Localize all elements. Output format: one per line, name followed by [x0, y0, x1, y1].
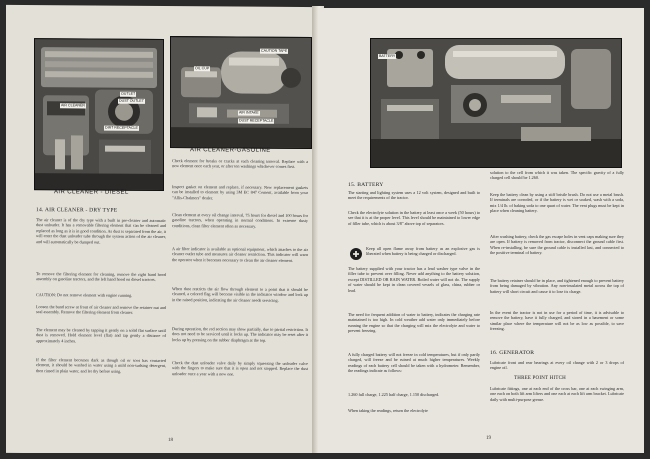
paragraph: The element may be cleaned by tapping it gently on a solid flat surface until dust is removed. Hold element level (flat) and tap gently a distance of approximately 4 inches. — [36, 327, 166, 344]
paragraph: After washing battery, check the gas escape holes in vent caps making sure they are open. If battery is removed from tractor, disconnect the ground cable first. When re-installing, be sure the ground cable is installed last, and connected to the positive terminal of battery. — [490, 234, 624, 256]
paragraph: Lubricate fittings, one at each end of the cross bar, one at each swinging arm, one each on both lift arm lifters and one each at each lift arm bracket. Lubricate daily with multi-purpose grease. — [490, 386, 624, 402]
paragraph: When taking the readings, return the electrolyte — [348, 408, 428, 413]
paragraph: To remove the filtering element for cleaning, remove the right hand hood assembly on gasoline tractors, and the left hand hood on diesel tractors. — [36, 271, 166, 283]
hydrometer-readings: 1.260 full charge, 1.225 half charge, 1.150 discharged. — [348, 392, 440, 397]
callout-battery: BATTERY — [379, 54, 396, 58]
gasoline-engine-illustration — [171, 37, 311, 148]
callout-dust-outlet: DUST OUTLET — [119, 98, 144, 103]
paragraph: During operation, the red section may show partially, due to partial restriction. It does not need to be serviced until it locks up. The indicator may be reset after it locks up by pressing on the rubber diaphragm at the top. — [172, 326, 308, 343]
paragraph: Inspect gasket on element and replace, if necessary. New replacement gaskets can be installed to element by using 3M EC 847 Cement, available from your "Allis-Chalmers" dealer. — [172, 184, 308, 201]
paragraph: Keep the battery clean by using a stiff bristle brush. Do not use a metal brush. If terminals are corroded, or if the battery is wet or soaked, wash with a soda, mix 1/4 lb. of baking soda to one quart of water. The vent plugs must be kept in place when cleaning battery. — [490, 192, 624, 214]
warning-paragraph: Keep all open flame away from battery as an explosive gas is liberated when battery is being charged or discharged. — [366, 246, 480, 257]
page-number: 19 — [486, 436, 491, 441]
section-heading-three-point-hitch: THREE POINT HITCH — [514, 376, 566, 381]
diesel-engine-photo — [34, 38, 164, 191]
paragraph: The starting and lighting system uses a 12 volt system, designed and built to meet the requirements of the tractor. — [348, 190, 480, 201]
paragraph: The battery supplied with your tractor has a lead washer type valve in the filler tube to prevent over filling. Never add anything to the battery solution, except DISTILLED OR RAIN WATER. Boiled water will not do. The supply of water should be kept in clean covered vessels of glass, china, rubber or lead. — [348, 266, 480, 293]
paragraph: Check the electrolyte solution in the battery at least once a week (50 hours) to see that it is at the proper level. This level should be maintained to lower edge of filler tube, which is about 3/8" above top of separators. — [348, 210, 480, 226]
callout-dust-receptacle: DUST RECEPTACLE — [239, 118, 274, 123]
section-heading-generator: 16. GENERATOR — [490, 350, 535, 356]
paragraph: A fully charged battery will not freeze in cold temperatures, but if only partly charged, will freeze and be ruined at much higher temperatures. Weekly readings of each battery cell should be taken with a hydrometer. Remember, the readings indicate as follows: — [348, 352, 480, 374]
callout-dirt-receptacle: DIRT RECEPTACLE — [105, 125, 138, 130]
callout-air-intake: AIR INTAKE — [239, 110, 259, 115]
paragraph: Clean element at every oil change interval, 75 hours for diesel and 100 hours for gasoline tractors, when operating in normal conditions. In extreme dusty conditions, clean filter element often as necessary. — [172, 212, 308, 229]
warning-cross-icon — [350, 248, 362, 260]
figure-caption-diesel: AIR CLEANER - DIESEL — [54, 189, 129, 196]
paragraph: Check the dust unloader valve daily by simply squeezing the unloader valve with the fingers to make sure that it is open and not stopped. Replace the dust unloader once a year with a new one. — [172, 360, 308, 377]
paragraph: The battery retainer should be in place, and tightened enough to prevent battery from being damaged by vibration. Any non-insulated metal across the top of battery will short circuit and cause it to lose its charge. — [490, 278, 624, 294]
paragraph: solution to the cell from which it was taken. The specific gravity of a fully charged cell should be 1.260. — [490, 170, 624, 181]
paragraph: The air cleaner is of the dry type with a built in pre-cleaner and automatic dust unloader. It has a removable filtering element that can be cleaned and replaced as long as it is in good condition. As dust is separated from the air, it will enter the dust unloader tube through the system action of the air cleaner, and will automatically be dumped out. — [36, 217, 166, 245]
section-heading-air-cleaner: 14. AIR CLEANER - DRY TYPE — [36, 207, 118, 214]
section-heading-battery: 15. BATTERY — [348, 182, 384, 188]
paragraph: Lubricate front and rear bearings at every oil change with 2 or 3 drops of engine oil. — [490, 360, 624, 371]
callout-oil-cup: OIL CUP — [195, 66, 210, 71]
page-number: 18 — [168, 438, 173, 444]
callout-air-cleaner: AIR CLEANER — [61, 103, 85, 108]
battery-engine-photo — [370, 38, 622, 168]
paragraph: Check element for breaks or cracks at each cleaning interval. Replace with a new element once each year, or after ten washings whichever comes first. — [172, 158, 308, 170]
callout-outlet: OUTLET — [121, 91, 136, 96]
paragraph: When dust restricts the air flow through element to a point that it should be cleaned, a colored flag will become visible in the indicator window and lock up in the raised position, indicating the air cleaner needs servicing. — [172, 286, 308, 303]
paragraph: Loosen the band screw at front of air cleaner and remove the retainer nut and seal assembly. Remove the filtering element from cleaner. — [36, 304, 166, 316]
gasoline-engine-photo — [170, 36, 312, 149]
table-surface — [0, 453, 650, 459]
paragraph: The need for frequent addition of water to battery, indicates the charging rate maintained is too high. In cold weather add water only immediately before running the engine so that the charging will mix the electrolyte and water to prevent freezing. — [348, 312, 480, 334]
diesel-engine-illustration — [35, 39, 163, 190]
callout-caution-tape: CAUTION TAPE — [261, 48, 288, 53]
left-page — [6, 5, 318, 455]
battery-engine-illustration — [371, 39, 621, 167]
paragraph: A air filter indicator is available as optional equipment, which attaches to the air cleaner outlet tube and measures air cleaner restriction. This indicator will warn the operator when it becomes necessary to clean the air cleaner element. — [172, 246, 308, 263]
paragraph: In the event the tractor is not in use for a period of time, it is advisable to remove the battery, have it fully charged, and stored in a basement or some similar place where the temperature will not be as low as possible, to save freezing. — [490, 310, 624, 332]
caution-paragraph: CAUTION: Do not remove element with engine running. — [36, 292, 133, 298]
figure-caption-gasoline: AIR CLEANER-GASOLINE — [190, 147, 271, 154]
paragraph: If the filter element becomes dark as though oil or soot has contacted element, it should be washed in water using a mild non-sudsing detergent, then rinsed in plain water, and let dry before using. — [36, 357, 166, 374]
right-page — [318, 8, 644, 454]
